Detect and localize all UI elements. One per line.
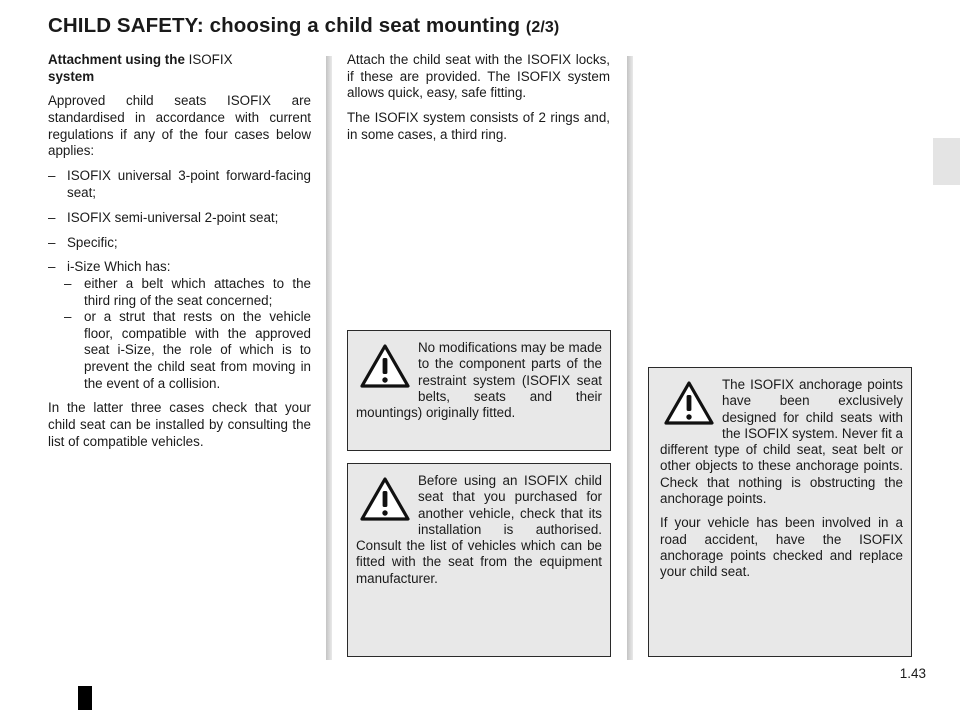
- list-item: – i-Size Which has:: [48, 259, 171, 275]
- column-divider-right: [627, 56, 633, 660]
- list-item: – ISOFIX universal 3-point forward-facing seat;: [48, 168, 311, 200]
- page-title-suffix: (2/3): [525, 19, 560, 36]
- page-title-text: CHILD SAFETY: choosing a child seat mounting: [48, 14, 521, 37]
- column-divider-left: [326, 56, 332, 660]
- chapter-tab: [933, 138, 960, 185]
- corner-mark: [78, 686, 92, 710]
- intro-paragraph: Approved child seats ISOFIX are standardised in accordance with current regulations if any of the four cases below applies:: [48, 93, 311, 159]
- left-column: [48, 52, 311, 459]
- page-number: 1.43: [899, 666, 926, 681]
- isofix-paragraph-1: Attach the child seat with the ISOFIX locks, if these are provided. The ISOFIX system allows quick, easy, safe fitting.: [347, 52, 610, 101]
- warning-text: The ISOFIX anchorage points have been exclusively designed for child seats with the ISOFIX system. Never fit a different type of child seat, seat belt or other objects to these anchorage points. Check that nothing is obstructing the anchorage points.: [660, 377, 903, 507]
- warning-text: If your vehicle has been involved in a road accident, have the ISOFIX anchorage points checked and replace your child seat.: [660, 515, 903, 580]
- warning-triangle-icon: [664, 381, 714, 425]
- warning-triangle-icon: [360, 344, 410, 388]
- middle-column: [347, 52, 610, 152]
- closing-paragraph: In the latter three cases check that your child seat can be installed by consulting the list of compatible vehicles.: [48, 400, 311, 449]
- warning-box-anchorage: [648, 367, 912, 657]
- warning-text: No modifications may be made to the component parts of the restraint system (ISOFIX seat belts, seats and their mountings) originally fitted.: [356, 340, 602, 421]
- list-item: – ISOFIX semi-universal 2-point seat;: [48, 209, 279, 225]
- section-heading: Attachment using the ISOFIX system: [48, 52, 233, 84]
- warning-box-compatibility: [347, 463, 611, 657]
- sub-list-item: – either a belt which attaches to the third ring of the seat concerned;: [64, 276, 311, 308]
- warning-box-modifications: [347, 330, 611, 451]
- warning-triangle-icon: [360, 477, 410, 521]
- warning-text: Before using an ISOFIX child seat that you purchased for another vehicle, check that its installation is authorised. Consult the list of vehicles which can be fitted with the seat from the equipment manufacturer.: [356, 473, 602, 586]
- isofix-paragraph-2: The ISOFIX system consists of 2 rings and, in some cases, a third ring.: [347, 110, 610, 142]
- page-title: [48, 14, 559, 38]
- sub-list-item: – or a strut that rests on the vehicle floor, compatible with the approved seat i-Size, the role of which is to prevent the child seat from moving in the event of a collision.: [64, 309, 311, 391]
- list-item: – Specific;: [48, 234, 118, 250]
- list-item-group: [48, 259, 311, 392]
